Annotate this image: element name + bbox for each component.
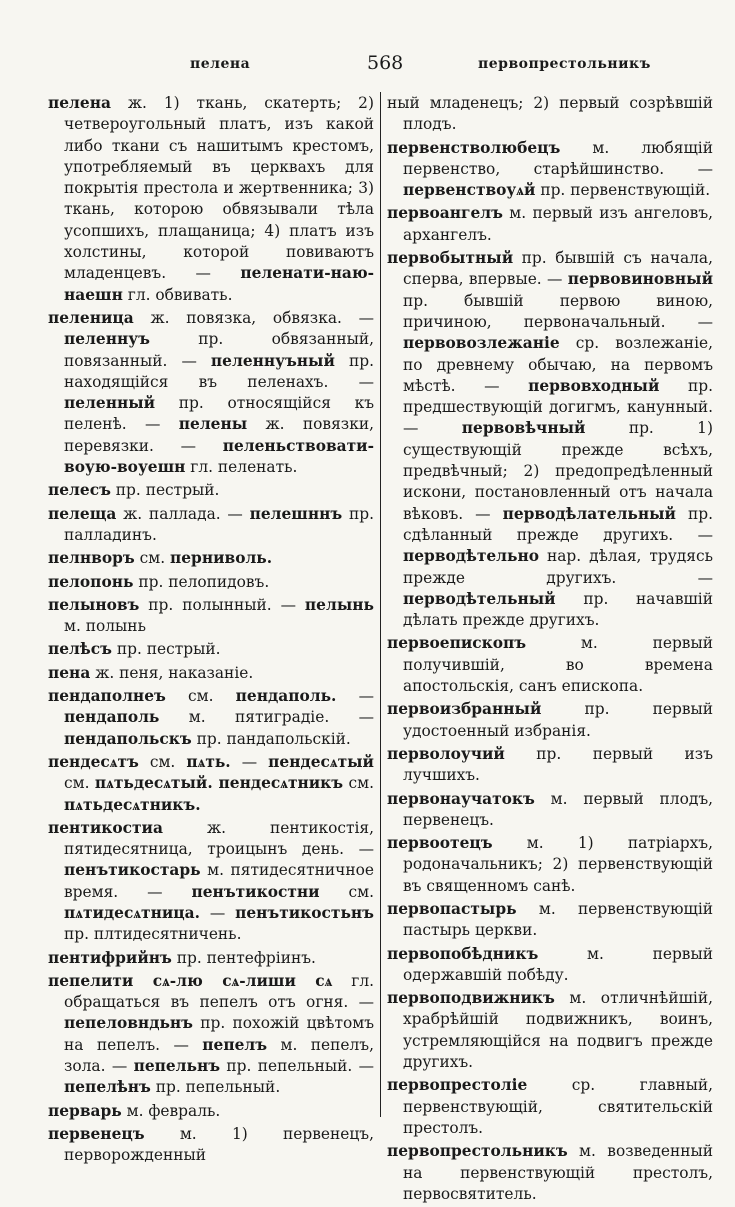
entry-definition: см. — [149, 752, 176, 771]
entry-subword: пѧтидесѧтница. — [64, 903, 200, 922]
entry-definition: пр. обвязанный, повязанный. — — [64, 330, 374, 370]
entry-headword: первобытный — [387, 249, 514, 268]
entry-subword: первовозлежаніе — [403, 334, 560, 353]
entry-definition: ср. возлежаніе, по древнему обычаю, на первомъ мѣстѣ. — — [403, 334, 713, 395]
entry-definition: пр. относящійся къ пеленѣ. — — [64, 394, 374, 434]
column-divider — [380, 92, 381, 1117]
entry-subword: пеленати-наю-наешн — [64, 264, 374, 304]
entry-definition: пр. находящійся въ пеленахъ. — — [64, 351, 374, 391]
entry-headword: перварь — [48, 1101, 122, 1120]
entry-definition: м. пятиградіе. — — [188, 708, 374, 727]
entry-definition: см. — [348, 774, 374, 793]
entry-definition: см. — [348, 882, 374, 901]
entry-headword: первенстволюбецъ — [387, 138, 561, 157]
dictionary-entry — [387, 203, 713, 246]
dictionary-entry — [387, 944, 713, 987]
entry-definition: м. 1) первенецъ, перворожденный — [64, 1124, 374, 1165]
entry-headword: пендесѧтъ — [48, 752, 139, 771]
entry-definition: ж. паллада. — — [123, 504, 243, 523]
entry-definition: ж. повязка, обвязка. — — [150, 308, 374, 327]
entry-headword: пелеща — [48, 504, 117, 523]
running-head-left: пелена — [190, 56, 251, 72]
entry-headword: первопастырь — [387, 899, 517, 918]
entry-definition: м. первый плодъ, первенецъ. — [403, 789, 713, 829]
dictionary-entry — [48, 1124, 374, 1167]
entry-headword: пентифрийнъ — [48, 948, 172, 967]
entry-definition: гл. обращаться въ пепелъ отъ огня. — — [64, 971, 374, 1012]
running-head-right: первопрестольникъ — [478, 56, 651, 72]
entry-definition: пр. пентефріинъ. — [176, 948, 316, 967]
entry-subword: перниволь. — [170, 549, 273, 568]
entry-definition: м. полынь — [64, 617, 146, 636]
dictionary-entry — [387, 988, 713, 1073]
entry-subword: пелынь — [304, 595, 374, 614]
entry-definition: пр. первенствующій. — [540, 181, 711, 200]
entry-definition: — — [209, 903, 226, 922]
entry-definition: пр. пестрый. — [116, 640, 221, 659]
entry-headword: пена — [48, 663, 91, 682]
entry-definition: м. пепелъ, зола. — — [64, 1035, 374, 1076]
entry-definition: пр. палладинъ. — [64, 504, 374, 544]
dictionary-entry — [387, 699, 713, 742]
entry-headword: пелыновъ — [48, 595, 140, 614]
entry-definition: пр. полынный. — — [148, 595, 296, 614]
dictionary-entry — [387, 633, 713, 697]
dictionary-entry — [48, 1101, 374, 1122]
entry-definition: пр. бывшій съ начала, сперва, впервые. — — [403, 249, 713, 289]
dictionary-entry — [48, 686, 374, 750]
dictionary-entry — [387, 899, 713, 942]
entry-definition: пр. 1) существующій прежде всѣхъ, предвѣчный; 2) предопредѣленный искони, постановленный отъ начала вѣковъ. — — [403, 419, 713, 523]
entry-headword: первоотецъ — [387, 834, 493, 853]
dictionary-entry — [48, 572, 374, 593]
entry-definition: пр. бывшій первою виною, причиною, первоначальный. — — [403, 291, 713, 331]
entry-definition: гл. обвивать. — [127, 285, 233, 304]
entry-definition: м. возведенный на первенствующій престолъ, первосвятитель. — [403, 1142, 713, 1203]
entry-definition: ср. главный, первенствующій, святительскій престолъ. — [403, 1076, 713, 1137]
entry-definition: — — [241, 752, 258, 771]
entry-definition: см. — [139, 549, 166, 568]
dictionary-entry — [48, 818, 374, 946]
entry-subword: перводѣтельный — [403, 589, 556, 608]
dictionary-entry — [387, 248, 713, 631]
entry-subword: пендаполь. — [235, 687, 337, 706]
entry-subword: пеленный — [64, 394, 156, 413]
entry-headword: пентикостиа — [48, 818, 163, 837]
entry-definition: ж. пентикостія, пятидесятница, троицынъ день. — — [64, 818, 374, 859]
entry-headword: первоизбранный — [387, 700, 542, 719]
entry-subword: пѧтьдесѧтый. пендесѧтникъ — [94, 774, 344, 793]
entry-headword: пепелити сѧ-лю сѧ-лиши сѧ — [48, 971, 333, 990]
entry-definition: м. любящій первенство, старѣйшинство. — — [403, 138, 713, 178]
entry-subword: пепеловндьнъ — [64, 1014, 193, 1033]
entry-headword: пендаполнеъ — [48, 687, 166, 706]
entry-subword: пендесѧтый — [268, 752, 374, 771]
entry-headword: пелесъ — [48, 481, 111, 500]
entry-subword: перводѣлательный — [502, 504, 676, 523]
entry-definition: пр. пестрый. — [115, 481, 220, 500]
entry-definition: пр. похожій цвѣтомъ на пепелъ. — — [64, 1014, 374, 1054]
entry-subword: пеленнуъ — [64, 330, 150, 349]
entry-subword: пепелъ — [202, 1035, 268, 1054]
entry-subword: первовѣчный — [461, 419, 586, 438]
right-column — [387, 93, 713, 1207]
dictionary-entry — [387, 138, 713, 202]
entry-definition: пр. пепельный. — — [226, 1057, 374, 1076]
dictionary-entry — [48, 663, 374, 684]
entry-headword: пеленица — [48, 308, 134, 327]
entry-subword: пѧтьдесѧтникъ. — [64, 795, 201, 814]
entry-subword: пелены — [178, 415, 248, 434]
entry-definition: м. первый изъ ангеловъ, архангелъ. — [403, 204, 713, 244]
left-column — [48, 93, 374, 1169]
entry-definition: см. — [188, 687, 214, 706]
entry-subword: пелешннъ — [249, 504, 343, 523]
entry-definition: пр. первый изъ лучшихъ. — [403, 744, 713, 785]
entry-headword: первопрестольникъ — [387, 1142, 568, 1161]
dictionary-entry — [387, 744, 713, 787]
entry-definition: пр. пандапольскій. — [196, 729, 351, 748]
entry-definition: нар. дѣлая, трудясь прежде другихъ. — — [403, 547, 713, 587]
entry-headword: первопрестоліе — [387, 1076, 528, 1095]
dictionary-entry — [387, 789, 713, 832]
dictionary-entry — [48, 308, 374, 478]
entry-subword: первовиновный — [567, 270, 713, 289]
dictionary-entry — [387, 833, 713, 897]
entry-definition: ж. 1) ткань, скатерть; 2) четвероугольный платъ, изъ какой либо ткани съ нашитымъ крестомъ, употребляемый въ церквахъ для покрытія престола и жертвенника; 3) ткань, которою обвязывали тѣла усопшихъ, плащаница; 4) платъ изъ холстины, которой повиваютъ младенцевъ. — — [64, 94, 374, 283]
entry-definition: ж. пеня, наказаніе. — [95, 663, 254, 682]
entry-headword: пелопонь — [48, 572, 134, 591]
entry-headword: первопобѣдникъ — [387, 944, 539, 963]
page-header — [0, 52, 735, 82]
entry-definition: пр. предшествующій догигмъ, канунный. — — [403, 376, 713, 438]
entry-definition: м. пятидесятничное время. — — [64, 861, 374, 901]
entry-subword: пенътикостарь — [64, 861, 201, 880]
entry-subword: пеленьствовати-воую-воуешн — [64, 436, 374, 477]
entry-definition: см. — [64, 774, 90, 793]
entry-definition: м. первый получившій, во времена апостольскія, санъ епископа. — [403, 634, 713, 696]
entry-headword: пелена — [48, 94, 111, 112]
entry-subword: пенътикостни — [191, 882, 320, 901]
dictionary-entry — [48, 504, 374, 547]
entry-definition: ный младенецъ; 2) первый созрѣвшій плодъ. — [387, 94, 713, 134]
dictionary-entry — [48, 971, 374, 1099]
dictionary-entry — [387, 1075, 713, 1139]
entry-definition: м. февраль. — [126, 1101, 221, 1120]
entry-definition: пр. пепельный. — [155, 1078, 281, 1097]
dictionary-entry — [48, 595, 374, 638]
entry-definition: м. первенствующій пастырь церкви. — [403, 899, 713, 940]
entry-subword: первенствоуѧй — [403, 181, 536, 200]
entry-subword: перводѣтельно — [403, 547, 540, 566]
entry-definition: м. отличнѣйшій, храбрѣйшій подвижникъ, воинъ, устремляющійся на подвигъ прежде другихъ. — [403, 989, 713, 1072]
entry-headword: первоподвижникъ — [387, 989, 555, 1008]
dictionary-entry — [48, 948, 374, 969]
entry-definition: пр. сдѣланный прежде другихъ. — — [403, 504, 713, 544]
entry-headword: первенецъ — [48, 1124, 145, 1143]
entry-headword: пелѣсъ — [48, 640, 112, 659]
dictionary-entry — [48, 480, 374, 501]
entry-definition: пр. начавшій дѣлать прежде другихъ. — [403, 589, 713, 630]
entry-definition: м. 1) патріархъ, родоначальникъ; 2) первенствующій въ священномъ санѣ. — [403, 834, 713, 895]
entry-definition: гл. пеленать. — [190, 458, 298, 477]
entry-subword: пеленнуъный — [210, 351, 335, 370]
entry-headword: пелнворъ — [48, 549, 135, 568]
dictionary-entry — [48, 548, 374, 569]
entry-subword: пендаполь — [64, 708, 160, 727]
entry-definition: — — [358, 687, 374, 706]
entry-headword: первоепископъ — [387, 634, 527, 653]
entry-definition: пр. плтидесятничень. — [64, 925, 242, 944]
dictionary-entry — [387, 93, 713, 136]
page-number: 568 — [367, 52, 404, 74]
entry-headword: перволоучий — [387, 744, 505, 763]
dictionary-entry — [48, 639, 374, 660]
entry-subword: пепелѣнъ — [64, 1078, 151, 1097]
entry-subword: пепельнъ — [133, 1057, 221, 1076]
entry-subword: первовходный — [528, 376, 660, 395]
entry-headword: первонаучатокъ — [387, 789, 535, 808]
entry-subword: пѧть. — [186, 752, 231, 771]
dictionary-entry — [48, 752, 374, 816]
entry-definition: пр. первый удостоенный избранія. — [403, 700, 713, 740]
entry-definition: м. первый одержавшій побѣду. — [403, 944, 713, 984]
entry-subword: пендапольскъ — [64, 729, 192, 748]
entry-headword: первоангелъ — [387, 204, 503, 223]
entry-definition: ж. повязки, перевязки. — — [64, 415, 374, 455]
entry-subword: пенътикостьнъ — [235, 903, 374, 922]
entry-definition: пр. пелопидовъ. — [138, 572, 270, 591]
dictionary-entry — [48, 93, 374, 306]
